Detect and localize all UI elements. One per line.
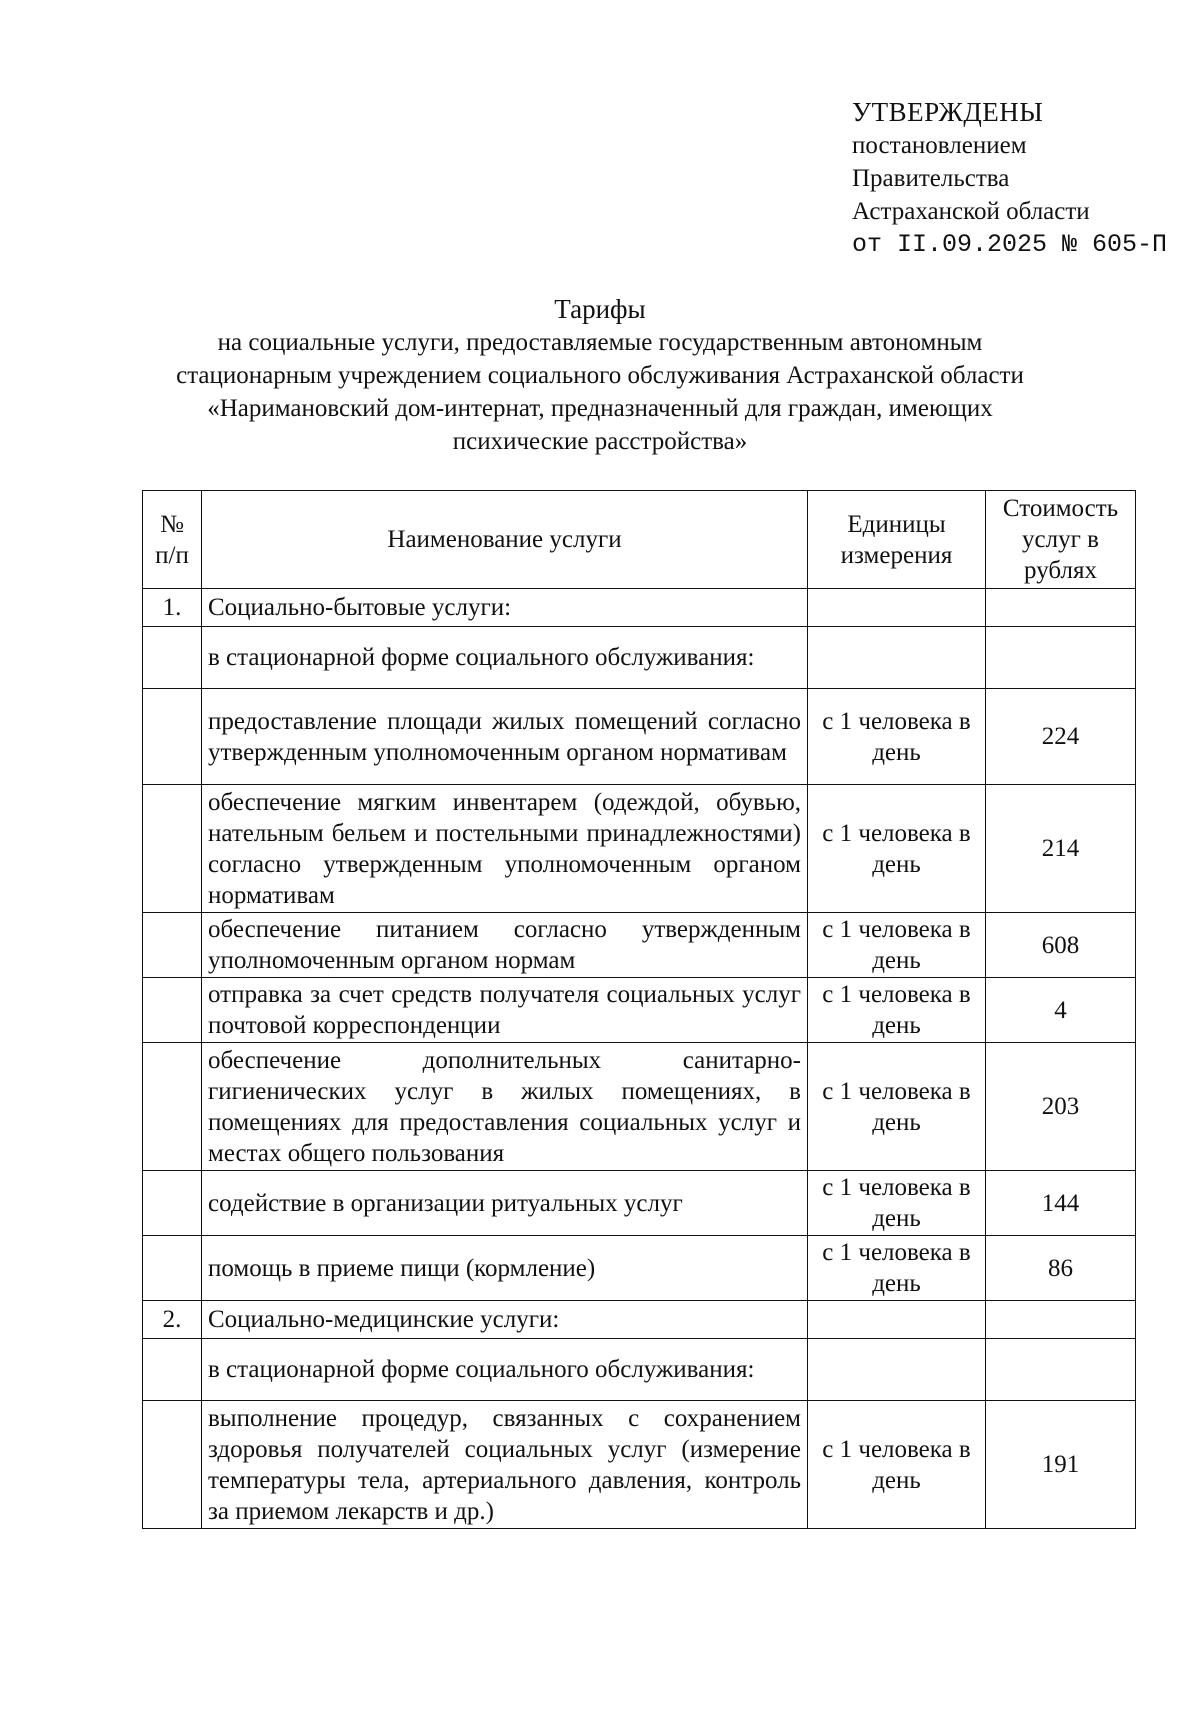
cell-unit: с 1 человека в день: [808, 913, 986, 978]
cell-unit: с 1 человека в день: [808, 1171, 986, 1236]
header-name: Наименование услуги: [202, 491, 808, 589]
approval-line: Правительства: [852, 165, 1010, 192]
cell-name: содействие в организации ритуальных услуг: [202, 1171, 808, 1236]
cell-cost: [986, 1339, 1136, 1401]
cell-unit: [808, 627, 986, 689]
cell-num: [143, 913, 202, 978]
document-title: [120, 293, 1080, 458]
approval-stamp: [852, 96, 1167, 261]
approval-line: постановлением: [852, 132, 1027, 159]
cell-unit: с 1 человека в день: [808, 1236, 986, 1301]
approval-date-number: от II.09.2025 № 605-П: [852, 230, 1168, 259]
cell-unit: с 1 человека в день: [808, 978, 986, 1043]
header-cost: Стоимость услуг в рублях: [986, 491, 1136, 589]
cell-unit: с 1 человека в день: [808, 785, 986, 913]
table-row: [143, 1339, 1136, 1401]
header-num: № п/п: [143, 491, 202, 589]
cell-name: помощь в приеме пищи (кормление): [202, 1236, 808, 1301]
table-row: [143, 1401, 1136, 1529]
cell-cost: 608: [986, 913, 1136, 978]
table-row: [143, 1236, 1136, 1301]
header-unit: Единицы измерения: [808, 491, 986, 589]
table-row: [143, 913, 1136, 978]
cell-num: [143, 1339, 202, 1401]
cell-num: [143, 1236, 202, 1301]
table-row: [143, 1043, 1136, 1171]
cell-num: 2.: [143, 1301, 202, 1339]
cell-num: [143, 978, 202, 1043]
title-line: стационарным учреждением социального обслуживания Астраханской области: [176, 362, 1024, 389]
table-body: [143, 589, 1136, 1529]
title-line: на социальные услуги, предоставляемые государственным автономным: [217, 329, 983, 356]
cell-cost: [986, 1301, 1136, 1339]
cell-unit: с 1 человека в день: [808, 1043, 986, 1171]
cell-num: [143, 689, 202, 785]
cell-cost: 144: [986, 1171, 1136, 1236]
tariffs-table: [142, 490, 1136, 1529]
cell-name: в стационарной форме социального обслуживания:: [202, 1339, 808, 1401]
table-header-row: [143, 491, 1136, 589]
cell-name: обеспечение мягким инвентарем (одеждой, обувью, нательным бельем и постельными принадлежностями) согласно утвержденным уполномоченным органом нормативам: [202, 785, 808, 913]
table-row: [143, 1301, 1136, 1339]
cell-name: обеспечение дополнительных санитарно-гигиенических услуг в жилых помещениях, в помещениях для предоставления социальных услуг и местах общего пользования: [202, 1043, 808, 1171]
cell-cost: [986, 589, 1136, 627]
approval-line: Астраханской области: [852, 198, 1090, 225]
cell-unit: [808, 1339, 986, 1401]
cell-num: [143, 627, 202, 689]
cell-unit: с 1 человека в день: [808, 689, 986, 785]
table-row: [143, 589, 1136, 627]
cell-unit: [808, 1301, 986, 1339]
cell-name: в стационарной форме социального обслуживания:: [202, 627, 808, 689]
cell-cost: 4: [986, 978, 1136, 1043]
cell-name: обеспечение питанием согласно утвержденным уполномоченным органом нормам: [202, 913, 808, 978]
cell-name: предоставление площади жилых помещений согласно утвержденным уполномоченным органом нормативам: [202, 689, 808, 785]
cell-num: [143, 1171, 202, 1236]
title-line: «Наримановский дом-интернат, предназначенный для граждан, имеющих: [207, 395, 993, 422]
table-row: [143, 689, 1136, 785]
title-main: Тарифы: [554, 294, 646, 324]
cell-name: выполнение процедур, связанных с сохранением здоровья получателей социальных услуг (измерение температуры тела, артериального давления, контроль за приемом лекарств и др.): [202, 1401, 808, 1529]
cell-cost: 86: [986, 1236, 1136, 1301]
cell-cost: [986, 627, 1136, 689]
approval-heading: УТВЕРЖДЕНЫ: [852, 97, 1044, 127]
cell-name: Социально-медицинские услуги:: [202, 1301, 808, 1339]
cell-num: [143, 1043, 202, 1171]
cell-unit: с 1 человека в день: [808, 1401, 986, 1529]
cell-num: [143, 785, 202, 913]
table-row: [143, 978, 1136, 1043]
cell-cost: 203: [986, 1043, 1136, 1171]
cell-num: 1.: [143, 589, 202, 627]
cell-num: [143, 1401, 202, 1529]
cell-name: отправка за счет средств получателя социальных услуг почтовой корреспонденции: [202, 978, 808, 1043]
table-row: [143, 785, 1136, 913]
title-line: психические расстройства»: [452, 428, 748, 455]
cell-cost: 191: [986, 1401, 1136, 1529]
table-row: [143, 1171, 1136, 1236]
table-row: [143, 627, 1136, 689]
cell-name: Социально-бытовые услуги:: [202, 589, 808, 627]
cell-cost: 224: [986, 689, 1136, 785]
cell-unit: [808, 589, 986, 627]
cell-cost: 214: [986, 785, 1136, 913]
